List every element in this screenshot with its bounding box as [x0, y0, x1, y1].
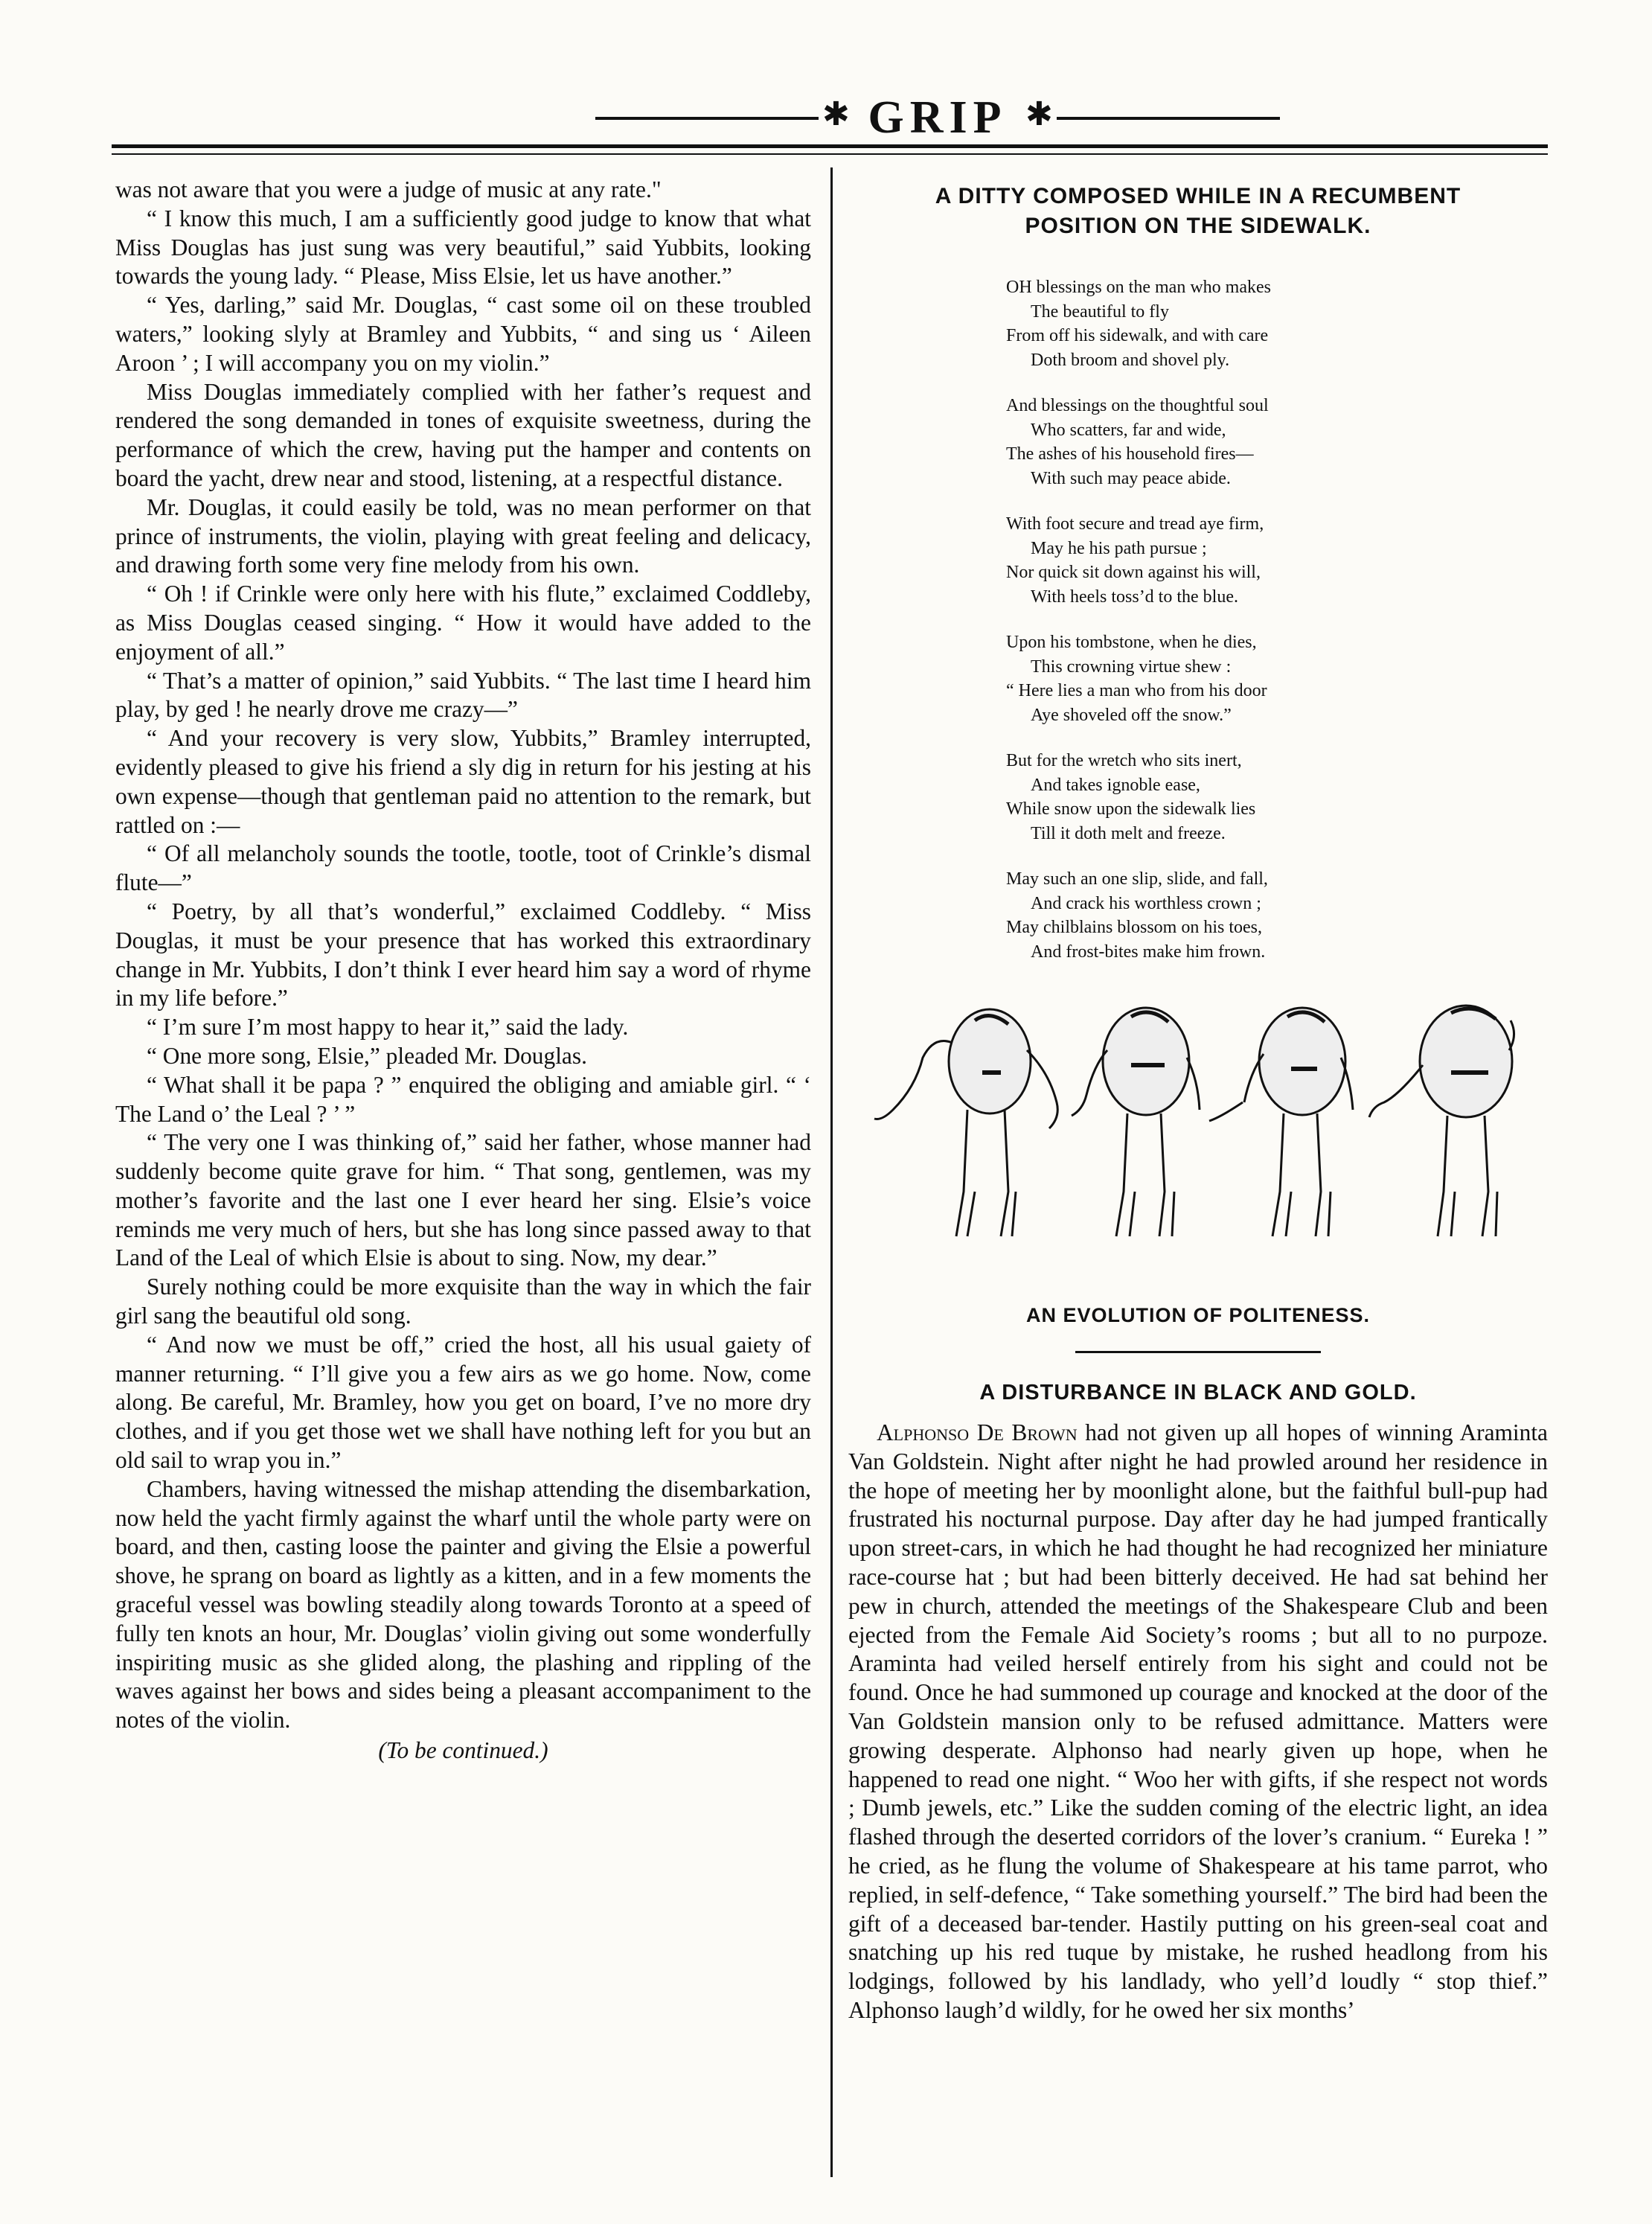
stanza — [848, 867, 1548, 964]
star-ornament-icon: ✱ — [1025, 96, 1053, 132]
masthead — [112, 88, 1548, 147]
paragraph: Mr. Douglas, it could easily be told, was no mean performer on that prince of instruments, the violin, playing with great feeling and delicacy, and drawing forth some very fine melody from his own. — [115, 493, 811, 578]
poem-body — [848, 275, 1548, 964]
story-title: A DISTURBANCE IN BLACK AND GOLD. — [979, 1381, 1417, 1405]
poem-line: With foot secure and tread aye firm, — [1006, 514, 1264, 534]
paragraph: “ Yes, darling,” said Mr. Douglas, “ cast some oil on these troubled waters,” looking slyly at Bramley and Yubbits, “ and sing us ‘ Aileen Aroon ’ ; I will accompany you on my violin.” — [115, 292, 811, 376]
paragraph: “ Poetry, by all that’s wonderful,” exclaimed Coddleby. “ Miss Douglas, it must be your presence that has worked this extraordinary change in Mr. Yubbits, I don’t think I ever heard him say a word of rhyme in my life before.” — [115, 898, 811, 1012]
section-rule — [1075, 1351, 1321, 1353]
right-column — [848, 176, 1548, 2025]
column-divider — [830, 167, 833, 2177]
illustration-bowing-figures — [848, 991, 1548, 1259]
poem-line: Nor quick sit down against his will, — [1006, 563, 1261, 582]
poem-line: Who scatters, far and wide, — [1031, 420, 1226, 440]
poem-line: OH blessings on the man who makes — [1006, 278, 1271, 297]
paragraph: Miss Douglas immediately complied with her father’s request and rendered the song demanded in tones of exquisite sweetness, during the performance of which the crew, having put the hamper and contents on board the yacht, drew near and stood, listening, at a respectful distance. — [115, 378, 811, 491]
paragraph: “ I know this much, I am a sufficiently good judge to know that what Miss Douglas has just sung was very beautiful,” said Yubbits, looking towards the young lady. “ Please, Miss Elsie, let us have another.” — [115, 205, 811, 290]
figure-2 — [1072, 1008, 1200, 1236]
poem-title-line: A DITTY COMPOSED WHILE IN A RECUMBENT — [935, 184, 1461, 208]
figure-4 — [1369, 1006, 1514, 1236]
poem-title — [848, 182, 1548, 241]
poem-line: While snow upon the sidewalk lies — [1006, 799, 1256, 819]
paragraph: Surely nothing could be more exquisite than the way in which the fair girl sang the beautiful old song. — [115, 1274, 811, 1329]
paragraph: “ One more song, Elsie,” pleaded Mr. Douglas. — [147, 1042, 587, 1069]
to-be-continued: (To be continued.) — [378, 1737, 548, 1764]
paragraph: “ That’s a matter of opinion,” said Yubbits. “ The last time I heard him play, by ged ! he nearly drove me crazy—” — [115, 667, 811, 723]
poem-line: With such may peace abide. — [1031, 468, 1231, 488]
paragraph: “ The very one I was thinking of,” said her father, whose manner had suddenly become quite grave for him. “ That song, gentlemen, was my mother’s favorite and the last one I ever heard her sing. Elsie’s voice reminds me very much of hers, but she has long since passed away to that Land of the Leal of which Elsie is about to sing. Now, my dear.” — [115, 1129, 811, 1271]
paragraph: “ Oh ! if Crinkle were only here with his flute,” exclaimed Coddleby, as Miss Douglas ceased singing. “ How it would have added to the enjoyment of all.” — [115, 581, 811, 665]
paragraph: “ I’m sure I’m most happy to hear it,” said the lady. — [147, 1014, 629, 1041]
figure-3 — [1209, 1008, 1353, 1236]
stanza — [848, 749, 1548, 846]
masthead-rule-right — [1057, 117, 1280, 120]
story-body — [848, 1419, 1548, 2025]
stanza — [848, 630, 1548, 727]
poem-line: “ Here lies a man who from his door — [1006, 681, 1267, 700]
poem-line: And crack his worthless crown ; — [1031, 893, 1261, 913]
paragraph: Chambers, having witnessed the mishap attending the disembarkation, now held the yacht firmly against the wharf until the whole party were on board, and then, casting loose the painter and giving the Elsie a powerful shove, he sprang on board as lightly as a kitten, and in a few moments the graceful vessel was bowling steadily along towards Toronto at a speed of fully ten knots an hour, Mr. Douglas’ violin giving out some wonderfully inspiriting music as she glided along, the plashing and rippling of the waves against her bows and sides being a pleasant accompaniment to the notes of the violin. — [115, 1475, 811, 1733]
poem-line: And takes ignoble ease, — [1031, 775, 1200, 795]
story-lead: Alphonso De Brown — [877, 1419, 1078, 1445]
header-rule-thin — [112, 153, 1548, 155]
stanza — [848, 275, 1548, 372]
poem-line: Doth broom and shovel ply. — [1031, 350, 1230, 370]
poem-line: But for the wretch who sits inert, — [1006, 751, 1242, 770]
poem-line: May such an one slip, slide, and fall, — [1006, 869, 1268, 889]
left-column — [115, 176, 811, 1766]
poem-line: Upon his tombstone, when he dies, — [1006, 633, 1257, 652]
paragraph: “ And now we must be off,” cried the host, all his usual gaiety of manner returning. “ I’ll give you a few airs as we go home. Now, come along. Be careful, Mr. Bramley, how you get on board, I’ve no more dry clothes, and if you get those wet we shall have nothing left for you but an old sail to wrap you in.” — [115, 1331, 811, 1474]
poem-line: The beautiful to fly — [1031, 301, 1169, 322]
star-ornament-icon: ✱ — [822, 96, 850, 132]
bowing-figures-drawing — [863, 991, 1533, 1259]
poem-line: And blessings on the thoughtful soul — [1006, 396, 1269, 415]
stanza — [848, 394, 1548, 491]
story-text: had not given up all hopes of winning Araminta Van Goldstein. Night after night he had prowled around her residence in the hope of meeting her by moonlight alone, but the faithful bull-pup had frustrated his nocturnal purpose. Day after day he had jumped frantically upon street-cars, in which he had thought he had recognized her miniature race-course hat ; but had been bitterly deceived. He had sat behind her pew in church, attended the meetings of the Shakespeare Club and been ejected from the Female Aid Society’s rooms ; but all to no purpoze. Araminta had veiled herself entirely from his sight and could not be found. Once he had summoned up courage and knocked at the door of the Van Goldstein mansion only to be refused admittance. Matters were growing desperate. Alphonso had nearly given up hope, when he happened to read one night. “ Woo her with gifts, if she respect not words ; Dumb jewels, etc.” Like the sudden coming of the electric light, an idea flashed through the deserted corridors of the lover’s cranium. “ Eureka ! ” he cried, as he flung the volume of Shakespeare at his tame parrot, who replied, in self-defence, “ Take something yourself.” The bird had been the gift of a deceased bar-tender. Hastily putting on his green-seal coat and snatching up his red tuque by mistake, he rushed headlong from his lodgings, followed by his landlady, who yell’d loudly “ stop thief.” Alphonso laugh’d wildly, for he owed her six months’ — [848, 1419, 1548, 2023]
masthead-title: GRIP — [868, 92, 1008, 143]
poem-title-line: POSITION ON THE SIDEWALK. — [1025, 214, 1371, 238]
illustration-caption: AN EVOLUTION OF POLITENESS. — [1025, 1304, 1371, 1326]
figure-1 — [874, 1009, 1057, 1236]
poem-line: May he his path pursue ; — [1031, 538, 1207, 558]
paragraph: was not aware that you were a judge of music at any rate." — [115, 176, 662, 202]
stanza — [848, 512, 1548, 609]
poem-line: With heels toss’d to the blue. — [1031, 587, 1238, 607]
poem-line: And frost-bites make him frown. — [1031, 942, 1266, 962]
poem-line: May chilblains blossom on his toes, — [1006, 918, 1262, 937]
header-rule — [112, 144, 1548, 148]
poem-line: The ashes of his household fires— — [1006, 444, 1254, 464]
poem-line: Till it doth melt and freeze. — [1031, 823, 1226, 843]
masthead-rule-left — [595, 117, 819, 120]
poem-line: Aye shoveled off the snow.” — [1031, 705, 1232, 725]
paragraph: “ What shall it be papa ? ” enquired the obliging and amiable girl. “ ‘ The Land o’ the Leal ? ’ ” — [115, 1071, 811, 1127]
paragraph: “ And your recovery is very slow, Yubbits,” Bramley interrupted, evidently pleased to give his friend a sly dig in return for his jesting at his own expense—though that gentleman paid no attention to the remark, but rattled on :— — [115, 725, 811, 838]
paragraph: “ Of all melancholy sounds the tootle, tootle, toot of Crinkle’s dismal flute—” — [115, 840, 811, 896]
poem-line: From off his sidewalk, and with care — [1006, 326, 1269, 345]
poem-line: This crowning virtue shew : — [1031, 656, 1232, 677]
